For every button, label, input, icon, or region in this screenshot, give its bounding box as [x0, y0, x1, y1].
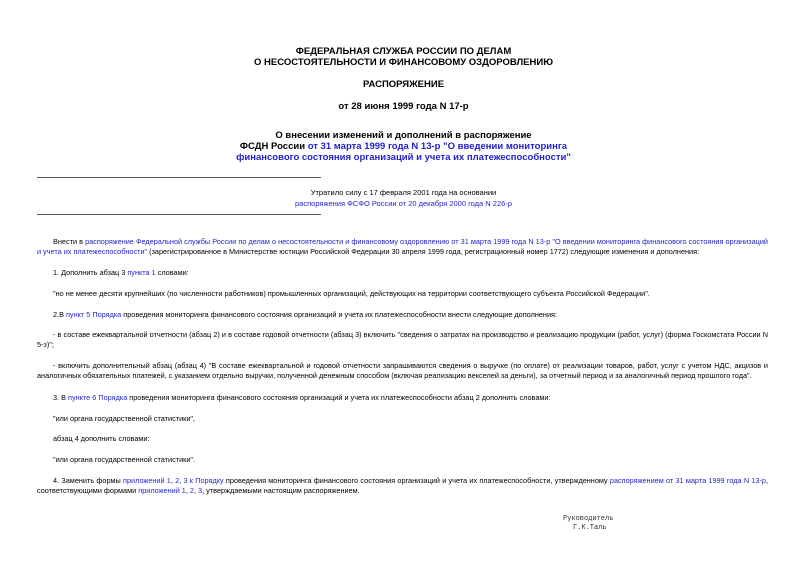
- subject-prefix: ФСДН России: [239, 141, 308, 152]
- item-1-link[interactable]: пункта 1: [127, 268, 156, 277]
- status-note-line1: Утратило силу с 17 февраля 2001 года на основании: [310, 188, 497, 197]
- item-4-mid: проведения мониторинга финансового состояния организаций и учета их платежеспособности, утвержденному: [223, 476, 610, 485]
- item-1-suffix: словами:: [155, 268, 189, 277]
- item-4-suffix: , утверждаемыми настоящим распоряжением.: [202, 486, 360, 495]
- item-4-link-new-app1[interactable]: приложений 1: [138, 486, 186, 495]
- item-3-quote-2: "или органа государственной статистики".: [53, 455, 196, 464]
- intro-suffix: (зарегистрированное в Министерстве юстиции Российской Федерации 30 апреля 1999 года, регистрационный номер 1772) следующие изменения и дополнения:: [147, 247, 700, 256]
- item-2-b: - включить дополнительный абзац (абзац 4) "В составе ежеквартальной и годовой отчетности запрашиваются сведения о выручке (по оплате) от реализации товаров, работ, услуг с учетом НДС, акцизов и аналогичных обязательных платежей, с указанием отдельно выручки, полученной денежным способом (включая реализацию векселей за деньги), за отчетный период и за аналогичный период прошлого года".: [37, 361, 768, 380]
- item-4-prefix: 4. Заменить формы: [53, 476, 124, 485]
- item-4-mid2: , соответствующими формами: [37, 476, 768, 495]
- signature-name: Г.К.Таль: [573, 524, 607, 532]
- item-2-link[interactable]: пункт 5 Порядка: [65, 310, 122, 319]
- item-4-comma-3: ,: [185, 486, 190, 495]
- intro-link[interactable]: распоряжение Федеральной службы России по делам о несостоятельности и финансовому оздоровлению от 31 марта 1999 года N 13-р "О введении мониторинга финансового состояния организаций и учета их платежеспособности": [37, 237, 768, 256]
- item-1-prefix: 1. Дополнить абзац 3: [53, 268, 128, 277]
- item-1-quote: "но не менее десяти крупнейших (по численности работников) промышленных организаций, действующих на территории соответствующего субъекта Российской Федерации".: [53, 289, 650, 298]
- doc-type: РАСПОРЯЖЕНИЕ: [362, 79, 445, 90]
- intro-prefix: Внести в: [53, 237, 86, 246]
- item-4-comma-4: ,: [193, 486, 199, 495]
- signature-block: [563, 515, 613, 533]
- intro-paragraph: [37, 237, 768, 257]
- item-4-link-app1[interactable]: приложений 1: [123, 476, 171, 485]
- subject-link-part1[interactable]: от 31 марта 1999 года N 13-р "О введении мониторинга: [307, 141, 568, 152]
- item-4-link-app3-order[interactable]: 3 к Порядку: [183, 476, 224, 485]
- doc-date-number: от 28 июня 1999 года N 17-р: [338, 101, 469, 112]
- doc-subject-line1: О внесении изменений и дополнений в распоряжение: [275, 130, 532, 141]
- item-3: [37, 393, 768, 403]
- document-body: [37, 0, 768, 571]
- item-3-mid: абзац 4 дополнить словами:: [53, 434, 150, 443]
- item-2-prefix: 2.В: [53, 310, 66, 319]
- org-name-line2: О НЕСОСТОЯТЕЛЬНОСТИ И ФИНАНСОВОМУ ОЗДОРОВЛЕНИЮ: [254, 57, 553, 68]
- org-name-line1: ФЕДЕРАЛЬНАЯ СЛУЖБА РОССИИ ПО ДЕЛАМ: [295, 46, 512, 57]
- item-4-link-app2[interactable]: 2: [175, 476, 180, 485]
- item-4-link-new-app2[interactable]: 2: [189, 486, 194, 495]
- item-3-link[interactable]: пункте 6 Порядка: [68, 393, 128, 402]
- item-4-comma-2: ,: [179, 476, 184, 485]
- subject-link-part2[interactable]: финансового состояния организаций и учета их платежеспособности": [236, 152, 571, 163]
- item-4-comma-1: ,: [170, 476, 176, 485]
- item-2-a: - в составе ежеквартальной отчетности (абзац 2) и в составе годовой отчетности (абзац 3) включить "сведения о затратах на производство и реализацию продукции (работ, услуг) (форма Госкомстата России N 5-з)";: [37, 330, 768, 349]
- item-3-suffix: проведения мониторинга финансового состояния организаций и учета их платежеспособности абзац 2 дополнить словами:: [127, 393, 551, 402]
- item-4: [37, 476, 768, 496]
- item-4-link-new-app3[interactable]: 3: [198, 486, 203, 495]
- item-4-link-order-13r[interactable]: распоряжением от 31 марта 1999 года N 13-р: [609, 476, 766, 485]
- item-2-suffix: проведения мониторинга финансового состояния организаций и учета их платежеспособности внести следующие дополнения:: [121, 310, 558, 319]
- item-1: [37, 268, 768, 278]
- item-2: [37, 310, 768, 320]
- item-3-quote-1: "или органа государственной статистики",: [53, 414, 196, 423]
- item-3-prefix: 3. В: [53, 393, 69, 402]
- status-note-link[interactable]: распоряжения ФСФО России от 20 декабря 2000 года N 226-р: [295, 199, 512, 208]
- signature-title: Руководитель: [563, 515, 614, 523]
